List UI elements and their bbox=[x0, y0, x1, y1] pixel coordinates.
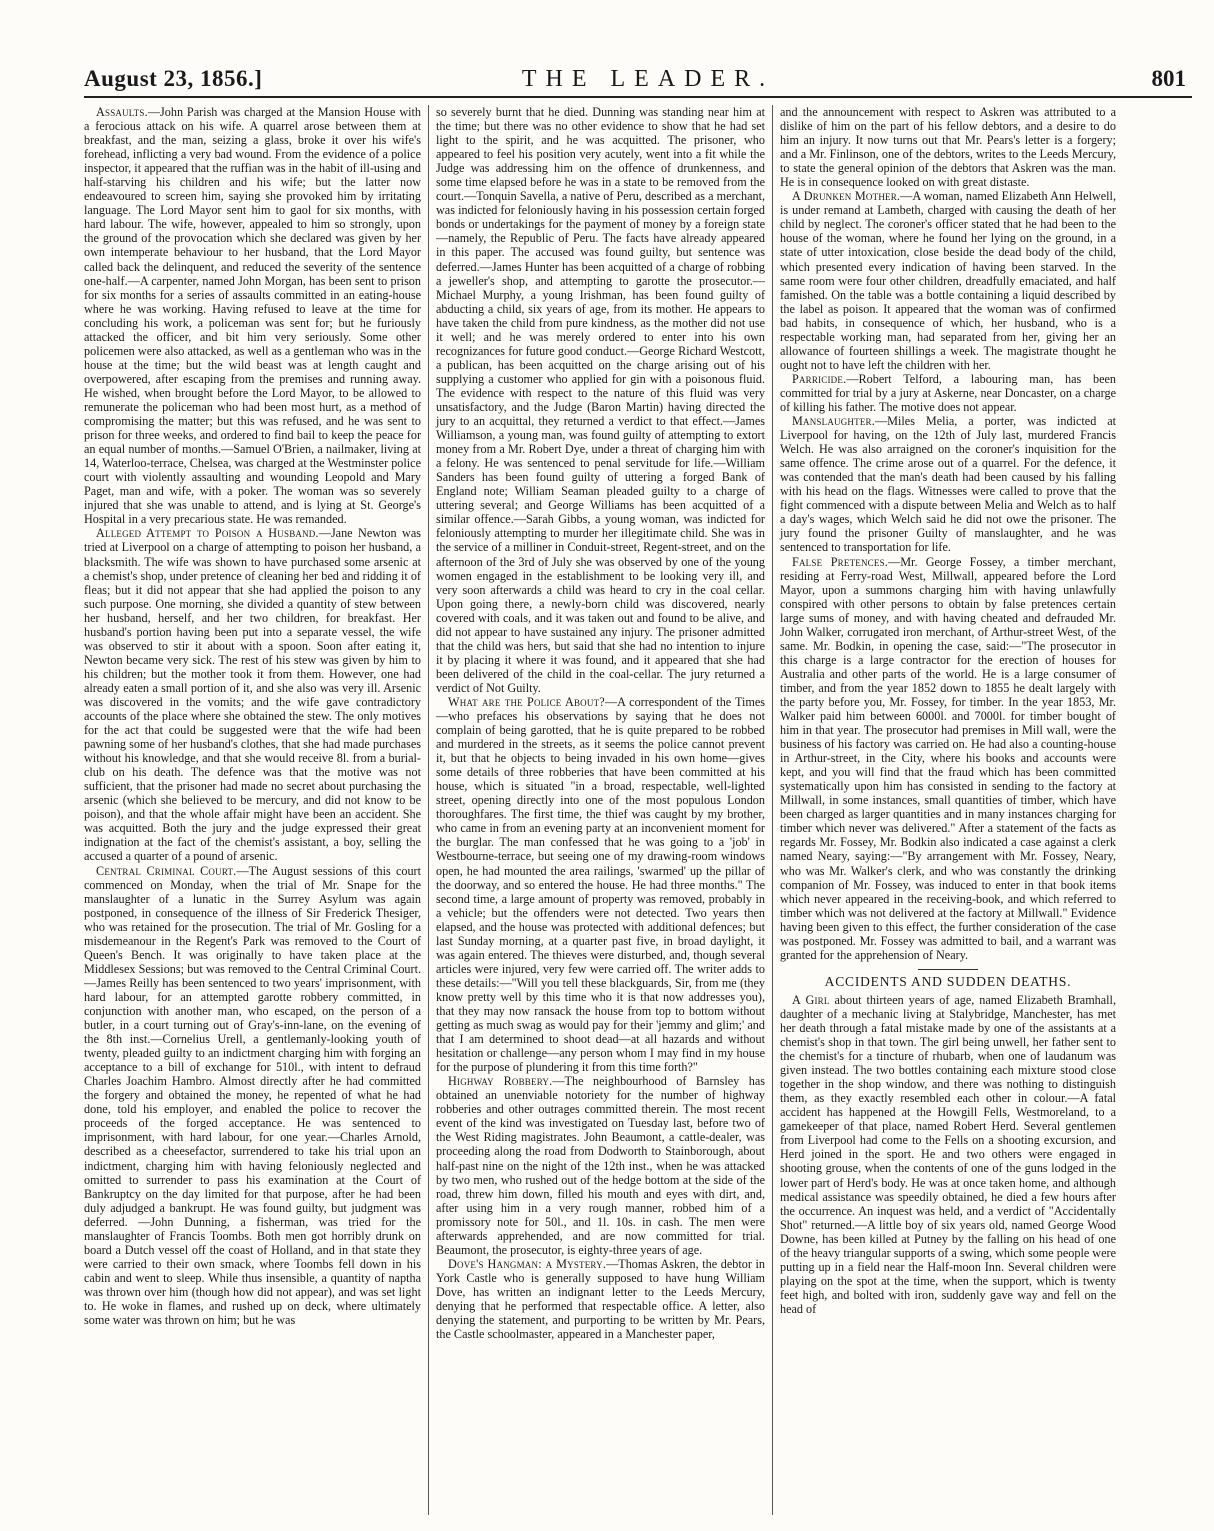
article-text: —Mr. George Fossey, a timber merchant, residing at Ferry-road West, Millwall, appeared before the Lord Mayor, upon a summons charging him with having unlawfully conspired with other persons to obtain by false pretences certain large sums of money, and with having cheated and defrauded Mr. John Walker, corrugated iron merchant, of Arthur-street West, of the same. Mr. Bodkin, in opening the case, said:—"The prosecutor in this charge is a large contractor for the erection of houses for Australia and other parts of the world. He is a large consumer of timber, and from the year 1852 down to 1855 he dealt largely with the party before you, Mr. Fossey, for timber. In the year 1853, Mr. Walker paid him between 6000l. and 7000l. for timber bought of him in that year. The prosecutor had premises in Mill wall, were the business of his factory was carried on. He had also a counting-house in Arthur-street, in the City, where his books and accounts were kept, and you will find that the fraud which has been committed systematically upon him has consisted in sending to the factory at Millwall, in some instances, small quantities of timber, which have been charged as larger quantities and in many instances charging for timber which never was delivered." After a statement of the facts as regards Mr. Fossey, Mr. Bodkin also indicated a case against a clerk named Neary, saying:—"By arrangement with Mr. Fossey, Neary, who was Mr. Walker's clerk, and who was constantly the drinking companion of Mr. Fossey, was induced to enter in that book items which never appeared in the receiving-book, and which referred to timber which was not delivered at the factory at Millwall." Evidence having been given to this effect, the further consideration of the case was postponed. Mr. Fossey was admitted to bail, and a warrant was granted for the apprehension of Neary. bbox=[780, 554, 1116, 962]
article-paragraph bbox=[780, 372, 1116, 414]
article-paragraph bbox=[436, 695, 765, 1074]
article-lead: Parricide. bbox=[792, 371, 847, 386]
masthead bbox=[84, 58, 1192, 98]
article-text: about thirteen years of age, named Elizabeth Bramhall, daughter of a mechanic living at Stalybridge, Manchester, has met her death through a fatal mistake made by one of the assistants at a chemist's shop in that town. The girl being unwell, her father sent to the chemist's for a tincture of rhubarb, when one of laudanum was given instead. The two bottles containing each mixture stood close together in the shop window, and there was nothing to distinguish them, as they exactly resembled each other in colour.—A fatal accident has happened at the Howgill Fells, Westmoreland, to a gamekeeper of that place, named Robert Herd. Several gentlemen from Liverpool had come to the Fells on a shooting excursion, and Herd joined in the sport. He and two others were engaged in shooting grouse, when the contents of one of the guns lodged in the lower part of Herd's body. He was at once taken home, and although medical assistance was speedily obtained, he died a few hours after the occurrence. An inquest was held, and a verdict of "Accidentally Shot" returned.—A little boy of six years old, named George Wood Downe, has been killed at Putney by the falling on his head of one of the heavy triangular supports of a swing, which some people were putting up in a field near the Half-moon Inn. Several children were playing on the spot at the time, when the support, which is twenty feet high, and bolted with iron, suddenly gave way and fell on the head of bbox=[780, 992, 1116, 1316]
article-lead: False Pretences. bbox=[792, 554, 889, 569]
article-lead: Highway Robbery. bbox=[448, 1074, 553, 1089]
article-text: —John Parish was charged at the Mansion House with a ferocious attack on his wife. A quarrel arose between them at breakfast, and the man, seizing a glass, broke it over his wife's forehead, inflicting a very bad wound. From the evidence of a police inspector, it appeared that the ruffian was in the habit of ill-using and half-starving his children and his wife; but the latter now endeavoured to screen him, saying she provoked him by irritating language. The Lord Mayor sent him to gaol for six months, with hard labour. The wife, however, appealed to him so strongly, upon the ground of the provocation which she declared was given by her own intemperate behaviour to her husband, that the Lord Mayor called back the delinquent, and reduced the severity of the sentence one-half.—A carpenter, named John Morgan, has been sent to prison for six months for a series of assaults committed in an eating-house where he was working. Having refused to leave at the time for concluding his work, a policeman was sent for; but he furiously attacked the officer, and bit him very seriously. Some other policemen were also attacked, as well as a gentleman who was in the house at the time; but the wild beast was at length caught and overpowered, after escaping from the premises and running away. He wished, when brought before the Lord Mayor, to be allowed to remunerate the policeman who had been most hurt, as a method of compromising the matter; but this was refused, and he was sent to prison for three weeks, and ordered to find bail to keep the peace for an equal number of months.—Samuel O'Brien, a nailmaker, living at 14, Waterloo-terrace, Chelsea, was charged at the Westminster police court with violently assaulting and wounding Leopold and Mary Paget, man and wife, with a poker. The woman was so severely injured that she was unable to attend, and is lying at St. George's Hospital in a very precarious state. He was remanded. bbox=[84, 105, 421, 527]
article-paragraph bbox=[84, 526, 421, 863]
article-lead: A Drunken Mother. bbox=[792, 189, 901, 204]
column-3 bbox=[772, 105, 1116, 1515]
article-paragraph bbox=[780, 993, 1116, 1316]
article-lead: Manslaughter. bbox=[792, 414, 875, 429]
column-2 bbox=[428, 105, 772, 1515]
article-text: —Jane Newton was tried at Liverpool on a charge of attempting to poison her husband, a blacksmith. The wife was shown to have purchased some arsenic at a chemist's shop, under pretence of cleaning her bed and ridding it of fleas; but it did not appear that she had applied the poison to any such purpose. One morning, she divided a quantity of stew between her husband, herself, and her two children, for breakfast. Her husband's portion having been put into a separate vessel, the wife was observed to stir it about with a spoon. Soon after eating it, Newton became very sick. The rest of his stew was given by him to his children; but the mother took it from them. However, one had already eaten a small portion of it, and she also was very ill. Arsenic was discovered in the vomits; and the wife gave contradictory accounts of the place where she obtained the stew. The only motives for the act that could be suggested were that the wife had been pawning some of her husband's clothes, that she had made purchases without his knowledge, and that she would receive 8l. from a burial-club on his death. The defence was that the motive was not sufficient, that the prisoner had made no secret about purchasing the arsenic (which she believed to be mercury, and did not know to be poison), and that the whole affair might have been an accident. She was acquitted. Both the jury and the judge expressed their great indignation at the fact of the chemist's assistant, a boy, selling the accused a quarter of a pound of arsenic. bbox=[84, 526, 421, 864]
article-lead: A Girl bbox=[792, 992, 830, 1007]
article-lead: Dove's Hangman: a Mystery. bbox=[448, 1256, 607, 1271]
article-text: —Thomas Askren, the debtor in York Castle who is generally supposed to have hung William Dove, has written an indignant letter to the Leeds Mercury, denying that he performed that respectable office. A letter, also denying the statement, and purporting to be written by Mr. Pears, the Castle schoolmaster, appeared in a Manchester paper, bbox=[436, 1256, 766, 1342]
section-divider bbox=[918, 969, 978, 970]
section-heading: ACCIDENTS AND SUDDEN DEATHS. bbox=[824, 973, 1072, 989]
article-text: —A correspondent of the Times—who prefaces his observations by saying that he does not complain of being garotted, that he is quite prepared to be robbed and murdered in the streets, as it seems the police cannot prevent it, but that he objects to being invaded in his own home—gives some details of three robberies that have been committed at his house, which is situated "in a broad, respectable, well-lighted street, opening directly into one of the most populous London thoroughfares. The first time, the thief was caught by my brother, who came in from an evening party at an inconvenient moment for the burglar. The man confessed that he was going to a 'job' in Westbourne-terrace, but seeing one of my drawing-room windows open, he had mounted the area railings, 'swarmed' up the pillar of the doorway, and so entered the house. He had three months." The second time, a large amount of property was removed, probably in a vehicle; but the offenders were not detected. Two years then elapsed, and the house was protected with additional defences; but last Sunday morning, at a quarter past five, in broad daylight, it was again entered. The thieves were disturbed, and, though several articles were injured, very few were carried off. The writer adds to these details:—"Will you tell these blackguards, Sir, from me (they know pretty well by this time who it is that now addresses you), that they may now ransack the house from top to bottom without getting as much swag as would pay for their 'jemmy and glim;' and that I am determined to shoot dead—at all hazards and without hesitation or challenge—any person whom I may find in my house for the purpose of plundering it from this time forth?" bbox=[436, 694, 765, 1075]
article-lead: Central Criminal Court. bbox=[96, 863, 237, 878]
article-text: —The neighbourhood of Barnsley has obtained an unenviable notoriety for the number of highway robberies and other outrages committed therein. The most recent event of the kind was investigated on Tuesday last, before two of the West Riding magistrates. John Beaumont, a cattle-dealer, was proceeding along the road from Dodworth to Stainborough, about half-past nine on the night of the 12th inst., when he was attacked by two men, who rushed out of the hedge bottom at the side of the road, threw him down, filled his mouth and eyes with dirt, and, after using him in a very rough manner, robbed him of a promissory note for 50l., and 1l. 10s. in cash. The men were afterwards apprehended, and are now committed for trial. Beaumont, the prosecutor, is eighty-three years of age. bbox=[436, 1074, 765, 1257]
article-text: —Robert Telford, a labouring man, has been committed for trial by a jury at Askerne, near Doncaster, on a charge of killing his father. The motive does not appear. bbox=[780, 371, 1116, 414]
article-text: —The August sessions of this court commenced on Monday, when the trial of Mr. Snape for the manslaughter of a lunatic in the Surrey Asylum was again postponed, in consequence of the illness of Sir Frederick Thesiger, who was retained for the prosecution. The trial of Mr. Gosling for a misdemeanour in the Regent's Park was removed to the Court of Queen's Bench. It was originally to have taken place at the Middlesex Sessions; but was removed to the Central Criminal Court.—James Reilly has been sentenced to two years' imprisonment, with hard labour, for an attempted garotte robbery committed, in conjunction with another man, who escaped, on the person of a butler, in a court turning out of Gray's-inn-lane, on the evening of the 8th inst.—Cornelius Urell, a gentlemanly-looking youth of twenty, pleaded guilty to an indictment charging him with forging an acceptance to a bill of exchange for 510l., with intent to defraud Charles Joachim Hambro. Almost directly after he had committed the forgery and obtained the money, he repented of what he had done, told his employer, and enabled the police to recover the proceeds of the forged acceptance. He was sentenced to imprisonment, with hard labour, for one year.—Charles Arnold, described as a cheesefactor, surrendered to take his trial upon an indictment, charging him with having feloniously neglected and omitted to surrender to pass his examination at the Court of Bankruptcy on the day limited for that purpose, after he had been duly adjudged a bankrupt. He was found guilty, but judgment was deferred. —John Dunning, a fisherman, was tried for the manslaughter of Francis Toombs. Both men got horribly drunk on board a Dutch vessel off the coast of Holland, and in that state they were carried to their own smack, where Toombs fell down in his cabin and went to sleep. While thus insensible, a quantity of naptha was thrown over him (though how did not appear), and was set light to. He woke in flames, and rushed up on deck, where ultimately some water was thrown on him; but he was bbox=[84, 863, 421, 1328]
column-1 bbox=[84, 105, 428, 1515]
article-lead: Alleged Attempt to Poison a Husband. bbox=[96, 526, 319, 541]
page-number: 801 bbox=[1151, 66, 1186, 91]
article-text: —A woman, named Elizabeth Ann Helwell, is under remand at Lambeth, charged with causing the death of her child by neglect. The coroner's officer stated that he had been to the house of the woman, where he found her lying on the ground, in a state of utter intoxication, close beside the dead body of the child, which presented every indication of having been starved. In the same room were four other children, dreadfully emaciated, and half famished. On the table was a bottle containing a liquid described by the label as poison. It appeared that the woman was of confirmed bad habits, in consequence of which, her husband, who is a respectable working man, had separated from her, giving her an allowance of fourteen shillings a week. The magistrate thought he ought not to have left the children with her. bbox=[780, 189, 1116, 372]
article-paragraph bbox=[780, 189, 1116, 372]
article-paragraph bbox=[780, 105, 1116, 189]
article-paragraph bbox=[436, 1257, 765, 1341]
issue-date: August 23, 1856.] bbox=[84, 66, 263, 91]
article-paragraph bbox=[436, 1074, 765, 1257]
newspaper-title: THE LEADER. bbox=[521, 66, 775, 92]
article-lead: What are the Police About? bbox=[448, 694, 605, 709]
text-columns bbox=[84, 105, 1192, 1515]
article-paragraph bbox=[780, 555, 1116, 962]
article-paragraph bbox=[84, 105, 421, 526]
article-lead: Assaults. bbox=[96, 105, 148, 119]
article-text: and the announcement with respect to Askren was attributed to a dislike of him on the part of his fellow debtors, and a desire to do him an injury. It now turns out that Mr. Pears's letter is a forgery; and a Mr. Finlinson, one of the debtors, writes to the Leeds Mercury, to state the general opinion of the debtors that Askren was the man. He is in consequence looked on with great distaste. bbox=[780, 105, 1116, 190]
article-text: —Miles Melia, a porter, was indicted at Liverpool for having, on the 12th of July last, murdered Francis Welch. He was also arraigned on the coroner's inquisition for the same offence. The crime arose out of a quarrel. For the defence, it was contended that the man's death had been caused by his falling with his head on the flags. Witnesses were called to prove that the fight commenced with a dispute between Melia and Welch as to half a day's wages, which Welch said he did not owe the prisoner. The jury found the prisoner Guilty of manslaughter, and he was sentenced to transportation for life. bbox=[780, 414, 1116, 555]
article-paragraph bbox=[780, 414, 1116, 554]
article-paragraph bbox=[436, 105, 765, 695]
article-paragraph bbox=[84, 864, 421, 1328]
article-text: so severely burnt that he died. Dunning was standing near him at the time; but there was no other evidence to show that he had set light to the spirit, and he was acquitted. The prisoner, who appeared to feel his position very acutely, went into a fit while the Judge was addressing him on the offence of drunkenness, and some time elapsed before he was in a state to be removed from the court.—Tonquin Savella, a native of Peru, described as a merchant, was indicted for feloniously having in his possession certain forged bonds or undertakings for the payment of money by a foreign state—namely, the Republic of Peru. The facts have already appeared in this paper. The accused was found guilty, but sentence was deferred.—James Hunter has been acquitted of a charge of robbing a jeweller's shop, and attempting to garotte the prosecutor.—Michael Murphy, a young Irishman, has been found guilty of abducting a child, six years of age, from its mother. He appears to have taken the child from pure kindness, as the mother did not use it well; and he was merely ordered to enter into his own recognizances for future good conduct.—George Richard Westcott, a publican, has been acquitted on the charge arising out of his supplying a customer who applied for gin with a poisonous fluid. The evidence with respect to the nature of this fluid was very unsatisfactory, and the Judge (Baron Martin) having directed the jury to an acquittal, they returned a verdict to that effect.—James Williamson, a young man, was found guilty of attempting to extort money from a Mr. Robert Dye, under a threat of charging him with a felony. He was sentenced to penal servitude for life.—William Sanders has been found guilty of uttering a forged Bank of England note; William Seaman pleaded guilty to a charge of uttering several; and George Williams has been acquitted of a similar offence.—Sarah Gibbs, a young woman, was indicted for feloniously attempting to murder her illegitimate child. She was in the service of a milliner in Conduit-street, Regent-street, and on the afternoon of the 3rd of July she was observed by one of the young women engaged in the establishment to be looking very ill, and very soon afterwards a child was heard to cry in the coal cellar. Upon going there, a newly-born child was discovered, nearly covered with coals, and it was taken out and found to be alive, and did not appear to have sustained any injury. The prisoner admitted that the child was hers, but said that she had no intention to injure it by placing it where it was found, and it appeared that she had been delivered of the child in the coal-cellar. The jury returned a verdict of Not Guilty. bbox=[436, 105, 765, 695]
